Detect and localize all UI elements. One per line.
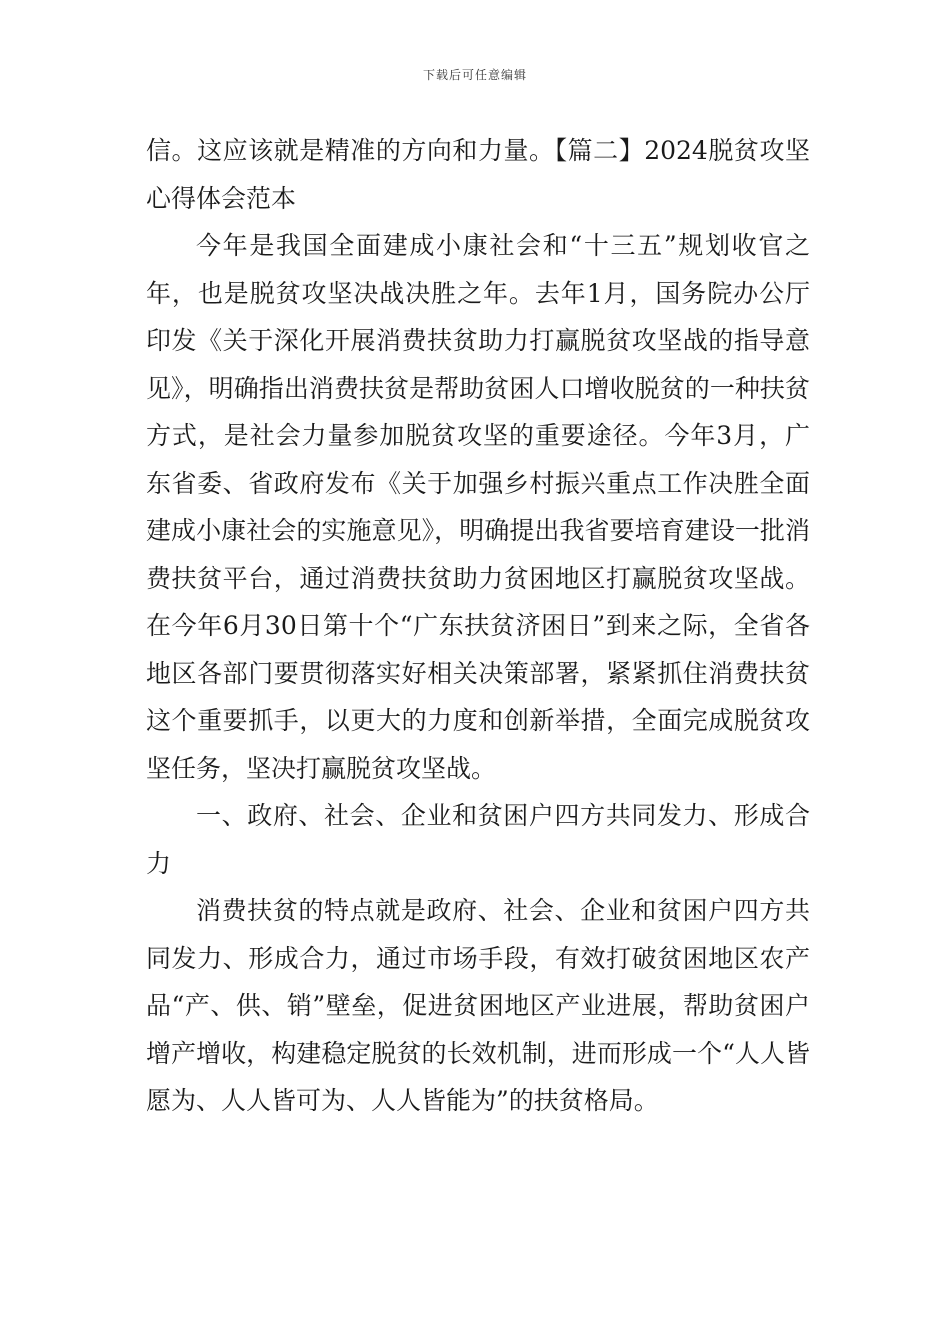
paragraph-intro: 今年是我国全面建成小康社会和“十三五”规划收官之年，也是脱贫攻坚决战决胜之年。去年1月，国务院办公厅印发《关于深化开展消费扶贫助力打赢脱贫攻坚战的指导意见》，明确指出消费扶贫是帮助贫困人口增收脱贫的一种扶贫方式，是社会力量参加脱贫攻坚的重要途径。今年3月，广东省委、省政府发布《关于加强乡村振兴重点工作决胜全面建成小康社会的实施意见》，明确提出我省要培育建设一批消费扶贫平台，通过消费扶贫助力贫困地区打赢脱贫攻坚战。在今年6月30日第十个“广东扶贫济困日”到来之际，全省各地区各部门要贯彻落实好相关决策部署，紧紧抓住消费扶贫这个重要抓手，以更大的力度和创新举措，全面完成脱贫攻坚任务，坚决打赢脱贫攻坚战。 bbox=[146, 231, 810, 783]
section-heading: 一、政府、社会、企业和贫困户四方共同发力、形成合力 bbox=[146, 801, 810, 878]
paragraph-body: 消费扶贫的特点就是政府、社会、企业和贫困户四方共同发力、形成合力，通过市场手段，有效打破贫困地区农产品“产、供、销”壁垒，促进贫困地区产业进展，帮助贫困户增产增收，构建稳定脱贫的长效机制，进而形成一个“人人皆愿为、人人皆可为、人人皆能为”的扶贫格局。 bbox=[146, 896, 810, 1115]
document-body bbox=[146, 127, 810, 1125]
paragraph-continuation: 信。这应该就是精准的方向和力量。【篇二】2024脱贫攻坚心得体会范本 bbox=[146, 136, 810, 213]
page-header: 下载后可任意编辑 bbox=[422, 68, 527, 82]
